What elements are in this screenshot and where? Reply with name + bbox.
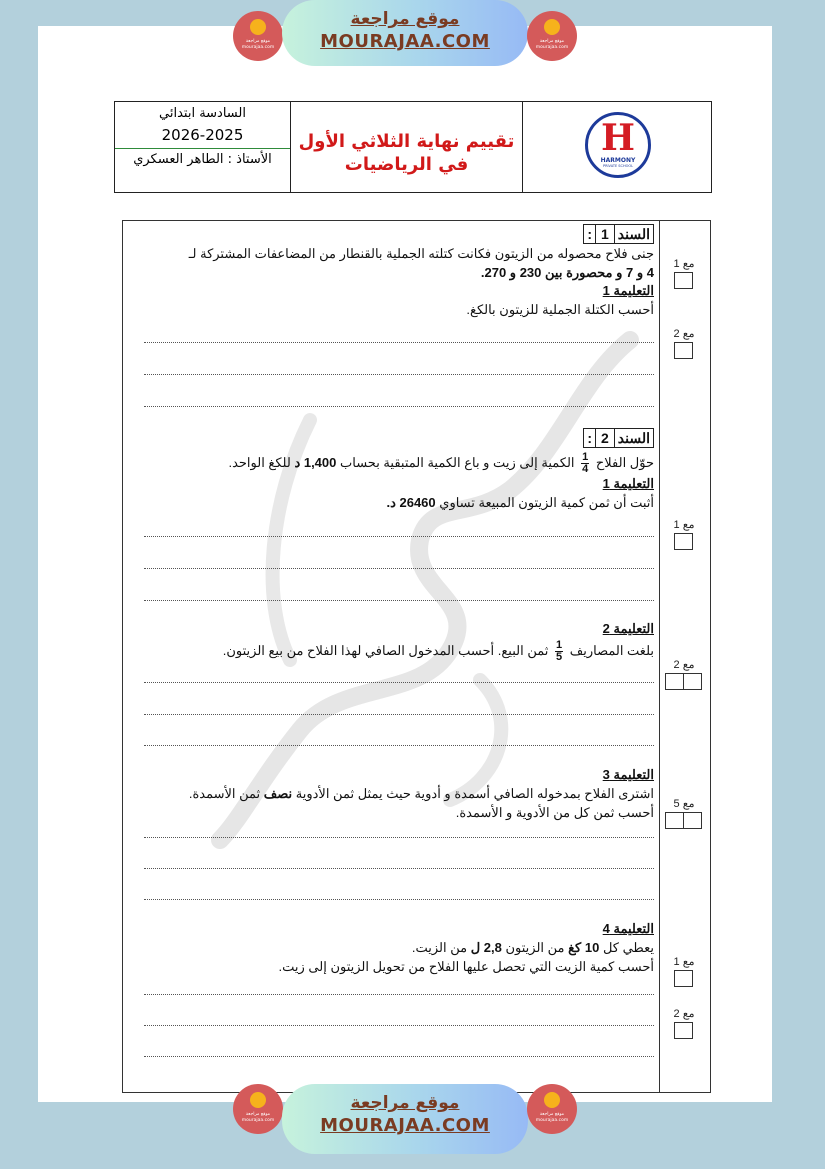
exam-title (291, 102, 523, 192)
task-4 (124, 920, 654, 976)
badge-text: موقع مراجعة mourajaa.com (535, 1112, 569, 1123)
marks-column-divider (659, 220, 660, 1092)
task-4-text-2: أحسب كمية الزيت التي تحصل عليها الفلاح من تحويل الزيتون إلى زيت. (278, 959, 654, 974)
answer-line[interactable] (144, 899, 654, 900)
sanad-colon: : (587, 430, 592, 446)
task-4-title: التعليمة 4 (602, 921, 654, 936)
text-part: الكمية إلى زيت و باع الكمية المتبقية بحساب (340, 454, 575, 470)
text-part: يعطي كل (602, 940, 654, 955)
text-part: من الزيتون (505, 940, 565, 955)
logo-cell (523, 102, 711, 192)
logo-name: HARMONY (600, 157, 636, 164)
frac-num: 1 (582, 451, 589, 463)
criterion-mark (664, 328, 704, 359)
criterion-mark (664, 659, 704, 690)
site-badge-left-top (233, 11, 283, 61)
sanad-1-text-2: 4 و 7 و محصورة بين 230 و 270. (480, 265, 654, 280)
sanad-1 (124, 224, 654, 319)
task-3-text-2: أحسب ثمن كل من الأدوية و الأسمدة. (455, 805, 654, 820)
price-value: 1,400 د (294, 454, 337, 470)
fraction-one-fifth (555, 640, 563, 663)
answer-line[interactable] (144, 745, 654, 746)
title-line-2: في الرياضيات (344, 154, 469, 175)
task-2 (124, 620, 654, 663)
badge-text: موقع مراجعة mourajaa.com (535, 39, 569, 50)
task-1-text (124, 493, 654, 512)
logo-icon (544, 1092, 560, 1108)
title-line-1: تقييم نهاية الثلاثي الأول (298, 131, 515, 152)
answer-line[interactable] (144, 568, 654, 569)
answer-line[interactable] (144, 682, 654, 683)
score-box[interactable] (674, 272, 693, 289)
score-box[interactable] (674, 970, 693, 987)
logo-icon (544, 19, 560, 35)
mark-label: مع 1 (673, 519, 695, 531)
mark-label: مع 5 (673, 798, 695, 810)
score-box[interactable] (674, 533, 693, 550)
answer-line[interactable] (144, 1025, 654, 1026)
sanad-2-label (583, 428, 654, 448)
score-box[interactable] (665, 812, 684, 829)
logo-icon (250, 19, 266, 35)
sanad-number: 1 (595, 225, 615, 243)
mark-label: مع 2 (673, 1008, 695, 1020)
answer-line[interactable] (144, 714, 654, 715)
banner-latin: MOURAJAA.COM (320, 31, 490, 52)
answer-line[interactable] (144, 868, 654, 869)
header-info-cell (115, 102, 291, 192)
task-1-title: التعليمة 1 (602, 283, 654, 298)
banner-latin: MOURAJAA.COM (320, 1115, 490, 1136)
site-badge-left-bottom (233, 1084, 283, 1134)
answer-line[interactable] (144, 837, 654, 838)
value: 26460 د. (386, 495, 436, 510)
criterion-mark (664, 519, 704, 550)
answer-line[interactable] (144, 600, 654, 601)
mark-label: مع 1 (673, 956, 695, 968)
banner-arabic: موقع مراجعة (350, 1093, 460, 1113)
text-part: بلغت المصاريف (569, 642, 654, 658)
sanad-colon: : (587, 226, 592, 242)
fraction-one-quarter (581, 452, 589, 475)
score-box[interactable] (683, 812, 702, 829)
task-3-title: التعليمة 3 (602, 767, 654, 782)
task-3-text-1 (124, 784, 654, 803)
criterion-mark (664, 956, 704, 987)
text-part: ثمن الأسمدة. (188, 786, 261, 801)
text-part: ثمن البيع. أحسب المدخول الصافي لهذا الفلاح من بيع الزيتون. (222, 642, 549, 658)
site-banner-top[interactable] (282, 0, 528, 66)
site-badge-right-top (527, 11, 577, 61)
school-year: 2026-2025 (115, 126, 290, 149)
mark-label: مع 2 (673, 328, 695, 340)
frac-num: 1 (556, 639, 563, 651)
frac-den: 5 (556, 651, 563, 663)
badge-text: موقع مراجعة mourajaa.com (241, 39, 275, 50)
answer-line[interactable] (144, 342, 654, 343)
logo-icon (250, 1092, 266, 1108)
mark-label: مع 1 (673, 258, 695, 270)
task-1-text: أحسب الكتلة الجملية للزيتون بالكغ. (466, 302, 654, 317)
banner-arabic: موقع مراجعة (350, 9, 460, 29)
task-2-text (124, 640, 654, 663)
text-part: من الزيت. (411, 940, 468, 955)
bold-word: نصف (263, 786, 293, 801)
value: 2,8 ل (470, 940, 502, 955)
answer-line[interactable] (144, 994, 654, 995)
task-1-title: التعليمة 1 (602, 476, 654, 491)
score-box[interactable] (665, 673, 684, 690)
task-4-text-1 (124, 938, 654, 957)
criterion-mark (664, 1008, 704, 1039)
site-banner-bottom[interactable] (282, 1084, 528, 1154)
sanad-number: 2 (595, 429, 615, 447)
teacher-name: الأستاذ : الطاهر العسكري (133, 152, 272, 167)
mark-label: مع 2 (673, 659, 695, 671)
sanad-word: السند (617, 226, 650, 242)
score-box[interactable] (674, 1022, 693, 1039)
sanad-2-text (124, 452, 654, 475)
task-3 (124, 766, 654, 822)
site-badge-right-bottom (527, 1084, 577, 1134)
score-box[interactable] (674, 342, 693, 359)
logo-subtitle: PRIVATE SCHOOL (602, 164, 634, 168)
frac-den: 4 (582, 463, 589, 475)
sanad-word: السند (617, 430, 650, 446)
text-part: اشترى الفلاح بمدخوله الصافي أسمدة و أدوية حيث يمثل ثمن الأدوية (295, 786, 654, 801)
value: 10 كغ (568, 940, 600, 955)
exam-header (114, 101, 712, 193)
answer-line[interactable] (144, 1056, 654, 1057)
criterion-mark (664, 798, 704, 829)
task-2-title: التعليمة 2 (602, 621, 654, 636)
score-box[interactable] (683, 673, 702, 690)
school-logo (585, 112, 651, 178)
sanad-1-text-1: جنى فلاح محصوله من الزيتون فكانت كتلته الجملية بالقنطار من المضاعفات المشتركة لـ (188, 246, 654, 261)
answer-line[interactable] (144, 536, 654, 537)
text-part: للكغ الواحد. (228, 454, 291, 470)
answer-line[interactable] (144, 374, 654, 375)
sanad-2 (124, 428, 654, 512)
text-part: حوّل الفلاح (595, 454, 654, 470)
badge-text: موقع مراجعة mourajaa.com (241, 1112, 275, 1123)
sanad-1-label (583, 224, 654, 244)
text-part: أثبت أن ثمن كمية الزيتون المبيعة تساوي (439, 495, 654, 510)
logo-letter: H (600, 117, 635, 159)
level: السادسة ابتدائي (159, 106, 246, 121)
answer-line[interactable] (144, 406, 654, 407)
criterion-mark (664, 258, 704, 289)
